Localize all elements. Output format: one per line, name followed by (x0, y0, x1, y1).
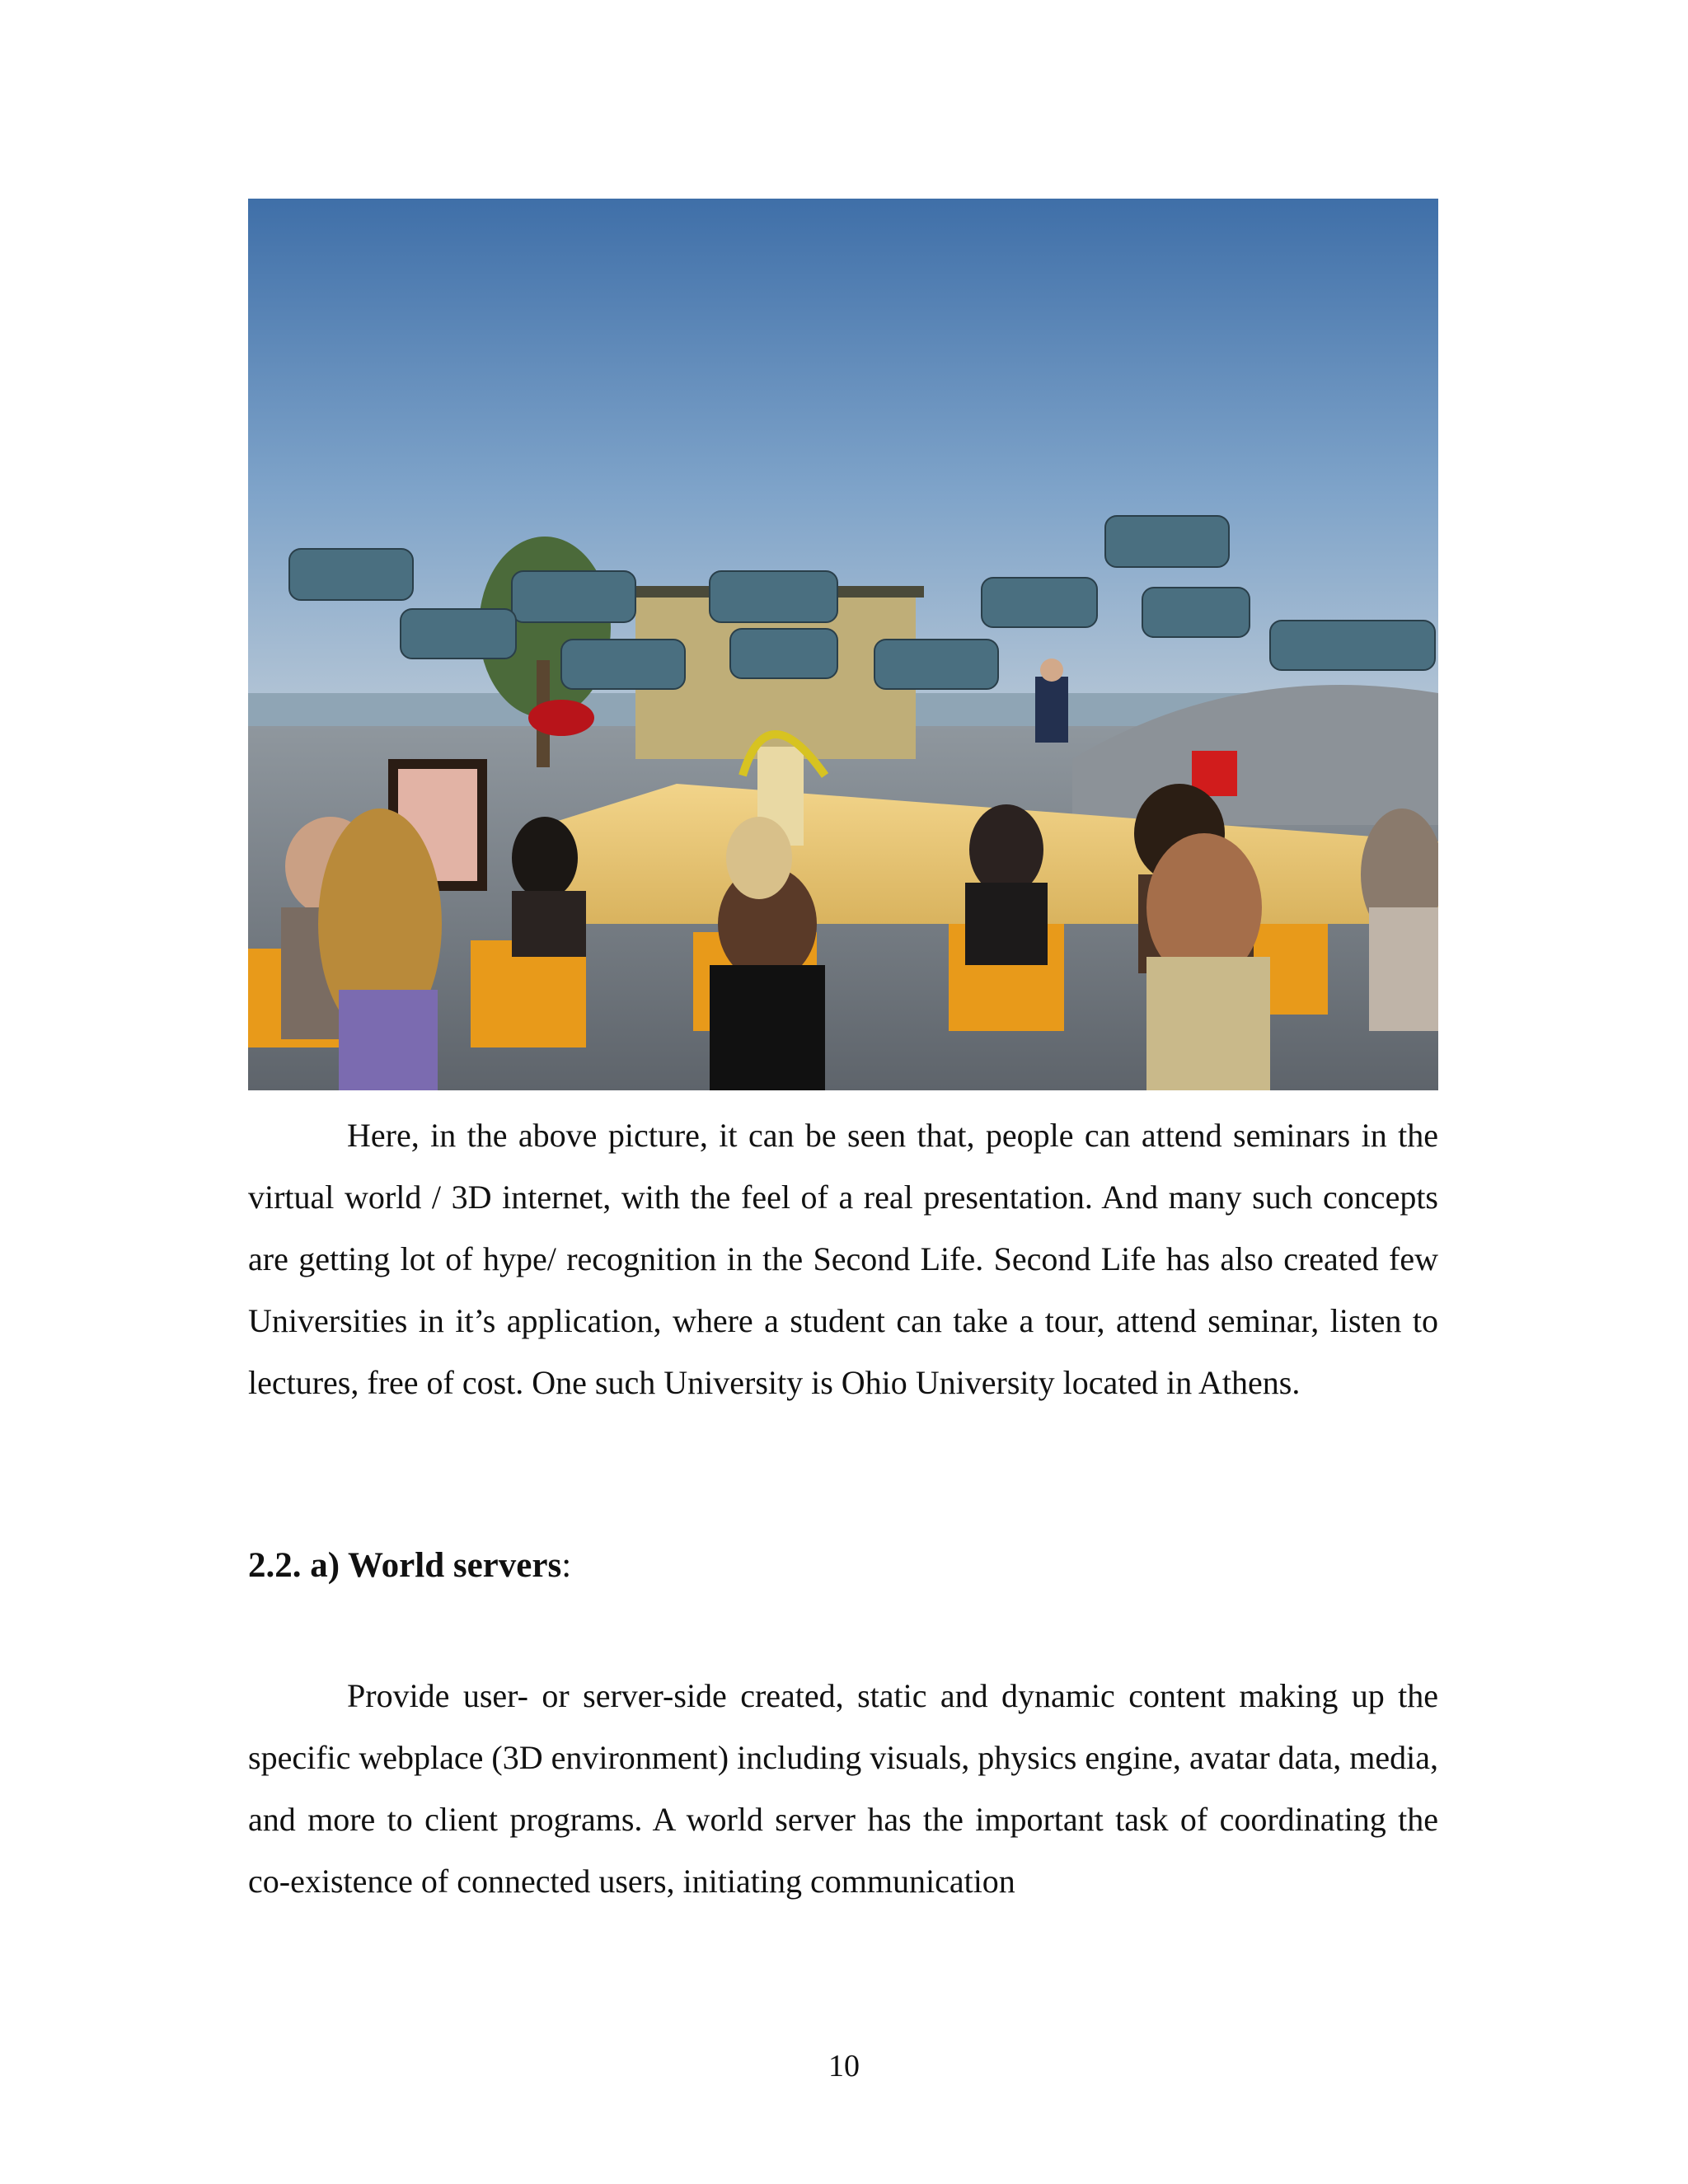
virtual-world-seminar-image (248, 199, 1438, 1090)
paragraph-world-servers: Provide user- or server-side created, static and dynamic content making up the specific webplace (3D environment) including visuals, physics engine, avatar data, media, and more to client programs. A world server has the important task of coordinating the co-existence of connected users, initiating communication (248, 1677, 1438, 1900)
paragraph-seminar-description: Here, in the above picture, it can be seen that, people can attend seminars in the virtual world / 3D internet, with the feel of a real presentation. And many such concepts are getting lot of hype/ recognition in the Second Life. Second Life has also created few Universities in it’s application, where a student can take a tour, attend seminar, listen to lectures, free of cost. One such University is Ohio University located in Athens. (248, 1117, 1438, 1401)
section-heading-world-servers (248, 1541, 571, 1591)
page-number: 10 (828, 2049, 860, 2083)
seminar-screenshot-figure (248, 199, 1438, 1090)
section-heading-colon: : (561, 1546, 572, 1585)
section-heading-text: 2.2. a) World servers (248, 1546, 562, 1585)
